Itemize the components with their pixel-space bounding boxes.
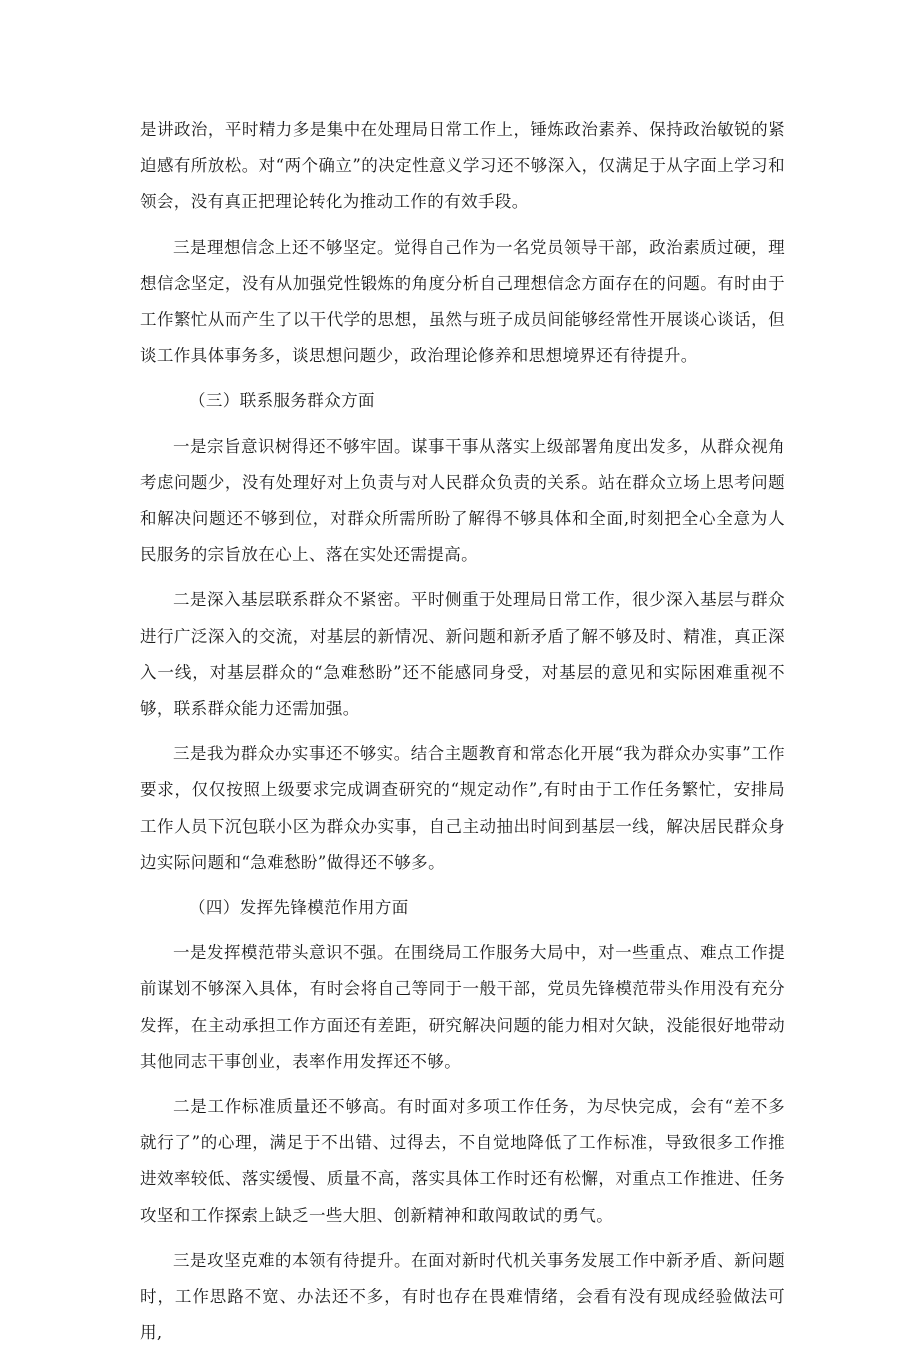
section-heading-3: （三）联系服务群众方面 — [189, 391, 375, 411]
paragraph-grassroots-contact: 二是深入基层联系群众不紧密。平时侧重于处理局日常工作，很少深入基层与群众进行广泛深入的交流，对基层的新情况、新问题和新矛盾了解不够及时、精准，真正深入一线，对基层群众的“急难愁盼”还不能感同身受，对基层的意见和实际困难重视不够，联系群众能力还需加强。 — [140, 590, 785, 719]
paragraph-work-standards: 二是工作标准质量还不够高。有时面对多项工作任务，为尽快完成，会有“差不多就行了”的心理，满足于不出错、过得去，不自觉地降低了工作标准，导致很多工作推进效率较低、落实缓慢、质量不高，落实具体工作时还有松懈，对重点工作推进、任务攻坚和工作探索上缺乏一些大胆、创新精神和敢闯敢试的勇气。 — [140, 1097, 785, 1225]
section-heading-4: （四）发挥先锋模范作用方面 — [189, 898, 409, 918]
document-body — [140, 112, 785, 1361]
paragraph-purpose-awareness: 一是宗旨意识树得还不够牢固。谋事干事从落实上级部署角度出发多，从群众视角考虑问题少，没有处理好对上负责与对人民群众负责的关系。站在群众立场上思考问题和解决问题还不够到位，对群众所需所盼了解得不够具体和全面,时刻把全心全意为人民服务的宗旨放在心上、落在实处还需提高。 — [140, 436, 785, 565]
paragraph-continuation: 是讲政治，平时精力多是集中在处理局日常工作上，锤炼政治素养、保持政治敏锐的紧迫感有所放松。对“两个确立”的决定性意义学习还不够深入，仅满足于从字面上学习和领会，没有真正把理论转化为推动工作的有效手段。 — [140, 120, 785, 212]
paragraph-practical-deeds: 三是我为群众办实事还不够实。结合主题教育和常态化开展“我为群众办实事”工作要求，仅仅按照上级要求完成调查研究的“规定动作”,有时由于工作任务繁忙，安排局工作人员下沉包联小区为群众办实事，自己主动抽出时间到基层一线，解决居民群众身边实际问题和“急难愁盼”做得还不够多。 — [140, 744, 785, 872]
paragraph-exemplary-role: 一是发挥模范带头意识不强。在围绕局工作服务大局中，对一些重点、难点工作提前谋划不够深入具体，有时会将自己等同于一般干部，党员先锋模范带头作用没有充分发挥，在主动承担工作方面还有差距，研究解决问题的能力相对欠缺，没能很好地带动其他同志干事创业，表率作用发挥还不够。 — [140, 943, 785, 1071]
paragraph-overcoming-difficulties: 三是攻坚克难的本领有待提升。在面对新时代机关事务发展工作中新矛盾、新问题时，工作思路不宽、办法还不多，有时也存在畏难情绪，会看有没有现成经验做法可用, — [140, 1250, 785, 1343]
paragraph-ideals-belief: 三是理想信念上还不够坚定。觉得自己作为一名党员领导干部，政治素质过硬，理想信念坚定，没有从加强党性锻炼的角度分析自己理想信念方面存在的问题。有时由于工作繁忙从而产生了以干代学的思想，虽然与班子成员间能够经常性开展谈心谈话，但谈工作具体事务多，谈思想问题少，政治理论修养和思想境界还有待提升。 — [140, 237, 785, 366]
